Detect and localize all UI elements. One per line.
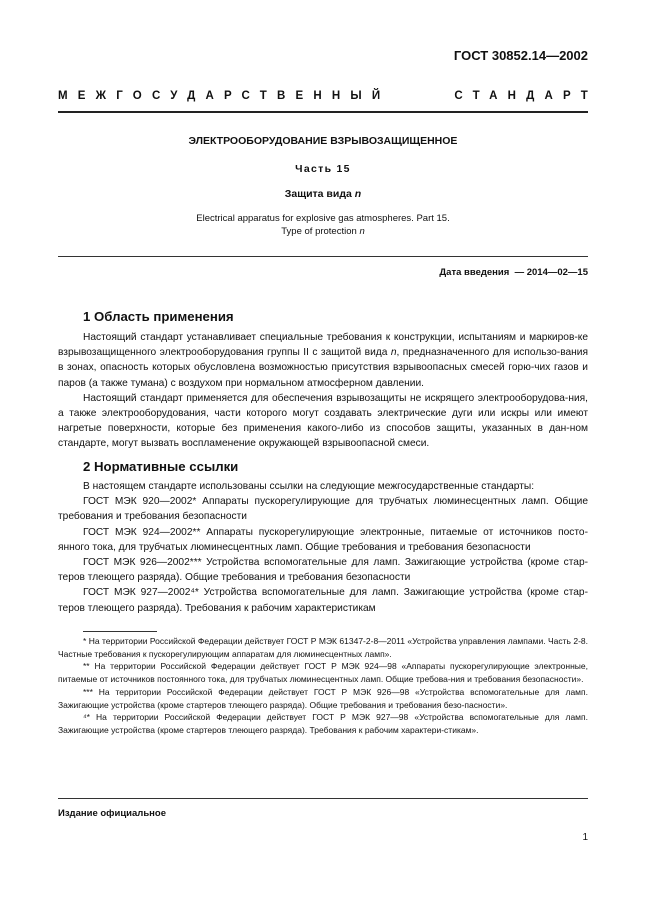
title-divider [58,256,588,257]
section-2-body [58,479,588,616]
reference-item: ГОСТ МЭК 927—2002⁴* Устройства вспомогательные для ламп. Зажигающие устройства (кроме стар-теров тлеющего разряда). Требования к рабочим характеристикам [58,587,588,614]
footer-divider [58,798,588,799]
top-divider [58,111,588,113]
protection-prefix: Защита вида [284,188,355,200]
english-title-line-2: Type of protection n [281,226,365,237]
introduction-date [439,267,588,278]
section-1-body [58,330,588,452]
protection-type [58,188,588,200]
footnote: * На территории Российской Федерации действует ГОСТ Р МЭК 61347-2-8—2011 «Устройства управления лампами. Часть 2-8. Частные требования к пускорегулирующим аппаратам для люминесцентных ламп». [58,636,588,659]
banner-left-word: МЕЖГОСУДАРСТВЕННЫЙ [58,90,391,102]
part-number: Часть 15 [295,163,351,175]
protection-letter: n [354,188,362,200]
banner-right-word: СТАНДАРТ [454,90,598,102]
english-title [58,212,588,238]
reference-item: ГОСТ МЭК 920—2002* Аппараты пускорегулирующие для трубчатых люминесцентных ламп. Общие требования и требования безопасности [58,496,588,523]
paragraph: Настоящий стандарт устанавливает специальные требования к конструкции, испытаниям и маркиров-ке взрывозащищенного электрооборудования группы II с защитой вида n, предназначенного для использо-вания в зонах, опасность которых обусловлена возможностью присутствия взрывоопасных смесей горю-чих газов и паров (а также тумана) с воздухом при нормальном атмосферном давлении. [58,332,588,389]
footnote: ⁴* На территории Российской Федерации действует ГОСТ Р МЭК 927—98 «Устройства вспомогательные для ламп. Зажигающие устройства (кроме стартеров тлеющего разряда). Требования к рабочим характери-стикам». [58,712,588,735]
footnote-divider [83,631,157,632]
section-2-heading: 2 Нормативные ссылки [83,459,239,474]
document-number: ГОСТ 30852.14—2002 [453,48,588,63]
english-title-line-1: Electrical apparatus for explosive gas atmospheres. Part 15. [196,213,450,224]
section-1-heading: 1 Область применения [83,309,234,324]
paragraph: Настоящий стандарт применяется для обеспечения взрывозащиты не искрящего электрооборудова-ния, а также электрооборудования, части которого могут создавать электрические дуги или искры или имеют нагретые поверхности, которые без применения какого-либо из способов защиты, указанных в дан-ном стандарте, могут вызвать воспламенение окружающей взрывоопасной смеси. [58,392,588,450]
reference-item: ГОСТ МЭК 924—2002** Аппараты пускорегулирующие электронные, питаемые от источников посто-янного тока, для трубчатых люминесцентных ламп. Общие требования и требования безопасности [58,526,588,553]
paragraph: В настоящем стандарте использованы ссылки на следующие межгосударственные стандарты: [83,481,535,492]
footnote: *** На территории Российской Федерации действует ГОСТ Р МЭК 926—98 «Устройства вспомогательные для ламп. Зажигающие устройства (кроме стартеров тлеющего разряда). Общие требования и требования безо-пасности». [58,686,588,710]
footnote: ** На территории Российской Федерации действует ГОСТ Р МЭК 924—98 «Аппараты пускорегулирующие электронные, питаемые от источников постоянного тока, для трубчатых люминесцентных ламп. Общие требова-ния и требования безопасности». [58,661,588,685]
footnotes [58,635,588,737]
official-edition-label: Издание официальное [58,808,166,819]
document-title: ЭЛЕКТРООБОРУДОВАНИЕ ВЗРЫВОЗАЩИЩЕННОЕ [188,135,458,147]
standard-banner [58,90,598,104]
intro-date-label: Дата введения [439,267,510,278]
reference-item: ГОСТ МЭК 926—2002*** Устройства вспомогательные для ламп. Зажигающие устройства (кроме стар-теров тлеющего разряда). Общие требования и требования безопасности [58,557,588,584]
page-number: 1 [582,832,588,843]
intro-date-value: — 2014—02—15 [514,267,588,278]
